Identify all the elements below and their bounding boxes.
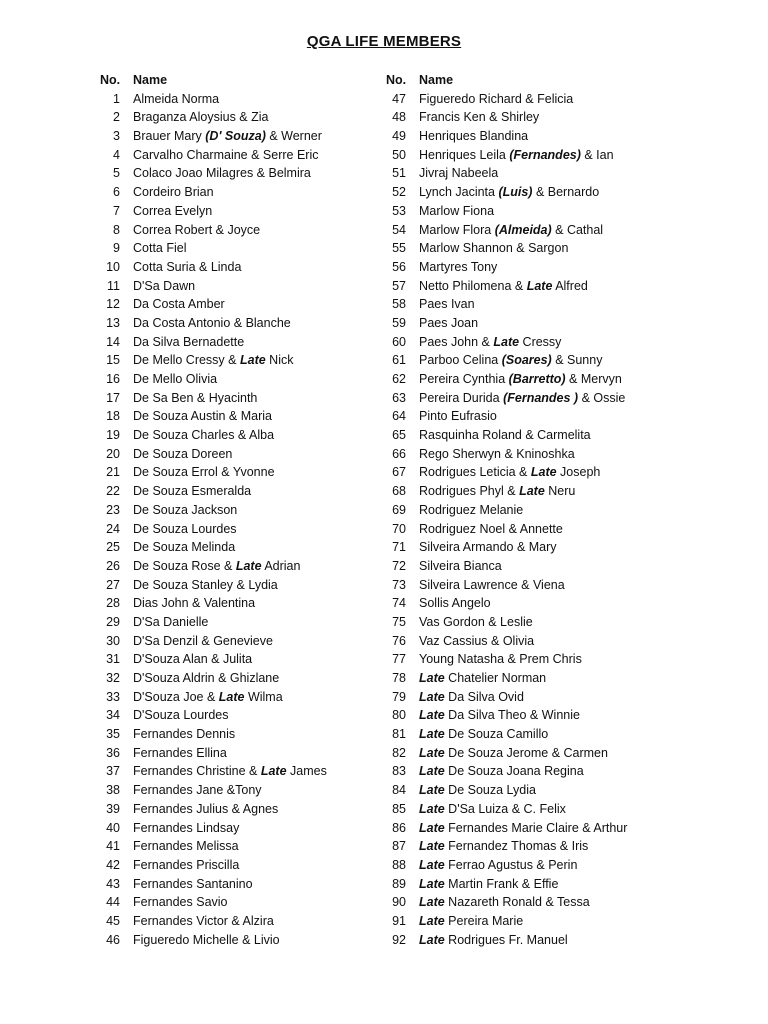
member-name: De Sa Ben & Hyacinth (133, 390, 258, 405)
member-number: 31 (106, 652, 120, 667)
member-row (386, 314, 627, 333)
member-row (100, 426, 327, 445)
member-name: D'Sa Denzil & Genevieve (133, 633, 273, 648)
member-name: Fernandes Jane &Tony (133, 783, 262, 798)
member-row (100, 725, 327, 744)
member-row (386, 202, 627, 221)
member-column-left (100, 71, 327, 949)
member-number: 29 (106, 614, 120, 629)
member-number: 24 (106, 521, 120, 536)
member-number: 21 (106, 465, 120, 480)
member-number: 90 (392, 895, 406, 910)
member-name: Rodrigues Phyl & Late Neru (419, 484, 576, 499)
member-row (386, 856, 627, 875)
member-name: Marlow Flora (Almeida) & Cathal (419, 222, 604, 237)
member-row (100, 576, 327, 595)
member-row (386, 744, 627, 763)
member-name: Late Rodrigues Fr. Manuel (419, 932, 568, 947)
member-name: Rasquinha Roland & Carmelita (419, 428, 591, 443)
member-row (386, 127, 627, 146)
member-number: 77 (392, 652, 406, 667)
member-name: De Souza Rose & Late Adrian (133, 558, 301, 573)
member-number: 86 (392, 820, 406, 835)
member-row (100, 744, 327, 763)
member-row (100, 613, 327, 632)
member-number: 6 (113, 185, 120, 200)
member-row (100, 557, 327, 576)
member-number: 12 (106, 297, 120, 312)
member-name: Cotta Fiel (133, 241, 187, 256)
member-row (100, 108, 327, 127)
member-name: Parboo Celina (Soares) & Sunny (419, 353, 603, 368)
member-row (100, 277, 327, 296)
member-number: 68 (392, 484, 406, 499)
member-row (386, 800, 627, 819)
member-row (100, 650, 327, 669)
member-number: 35 (106, 727, 120, 742)
member-row (100, 632, 327, 651)
member-number: 42 (106, 857, 120, 872)
member-row (386, 407, 627, 426)
member-number: 66 (392, 446, 406, 461)
member-number: 23 (106, 502, 120, 517)
member-row (100, 893, 327, 912)
member-name: Young Natasha & Prem Chris (419, 652, 582, 667)
member-number: 51 (392, 166, 406, 181)
member-row (100, 333, 327, 352)
member-name: Late D'Sa Luiza & C. Felix (419, 801, 566, 816)
member-row (100, 351, 327, 370)
member-row (386, 650, 627, 669)
member-name: Lynch Jacinta (Luis) & Bernardo (419, 185, 600, 200)
member-name: Figueredo Richard & Felicia (419, 91, 574, 106)
member-row (386, 688, 627, 707)
member-number: 30 (106, 633, 120, 648)
member-row (386, 258, 627, 277)
member-name: Martyres Tony (419, 259, 498, 274)
member-row (386, 669, 627, 688)
member-name: Dias John & Valentina (133, 596, 256, 611)
member-row (386, 351, 627, 370)
member-number: 2 (113, 110, 120, 125)
member-row (386, 837, 627, 856)
member-number: 56 (392, 259, 406, 274)
member-name: De Souza Melinda (133, 540, 236, 555)
member-number: 15 (106, 353, 120, 368)
member-row (100, 912, 327, 931)
member-row (386, 463, 627, 482)
member-row (386, 333, 627, 352)
member-number: 52 (392, 185, 406, 200)
member-name: Correa Robert & Joyce (133, 222, 261, 237)
member-name: Fernandes Lindsay (133, 820, 240, 835)
member-number: 18 (106, 409, 120, 424)
member-row (386, 781, 627, 800)
column-header (386, 71, 627, 90)
member-name: Pereira Durida (Fernandes ) & Ossie (419, 390, 626, 405)
member-row (100, 837, 327, 856)
member-number: 61 (392, 353, 406, 368)
member-row (100, 781, 327, 800)
member-number: 1 (113, 91, 120, 106)
member-row (386, 146, 627, 165)
member-number: 55 (392, 241, 406, 256)
member-row (100, 239, 327, 258)
member-number: 48 (392, 110, 406, 125)
member-number: 43 (106, 876, 120, 891)
member-number: 83 (392, 764, 406, 779)
member-name: De Souza Esmeralda (133, 484, 252, 499)
member-row (100, 445, 327, 464)
member-name: Da Silva Bernadette (133, 334, 245, 349)
member-number: 41 (106, 839, 120, 854)
member-name: Silveira Bianca (419, 558, 502, 573)
member-row (100, 127, 327, 146)
member-number: 64 (392, 409, 406, 424)
member-number: 81 (392, 727, 406, 742)
member-name: De Souza Jackson (133, 502, 238, 517)
name-header: Name (419, 73, 454, 87)
member-row (386, 389, 627, 408)
member-name: De Souza Charles & Alba (133, 428, 275, 443)
member-number: 49 (392, 129, 406, 144)
member-row (386, 538, 627, 557)
member-name: De Souza Doreen (133, 446, 233, 461)
member-name: Fernandes Savio (133, 895, 228, 910)
member-number: 20 (106, 446, 120, 461)
member-number: 34 (106, 708, 120, 723)
member-number: 85 (392, 801, 406, 816)
member-name: Figueredo Michelle & Livio (133, 932, 280, 947)
member-row (100, 146, 327, 165)
member-row (386, 576, 627, 595)
member-name: D'Sa Dawn (133, 278, 196, 293)
member-row (100, 931, 327, 950)
member-name: Pinto Eufrasio (419, 409, 497, 424)
member-row (100, 295, 327, 314)
member-row (100, 482, 327, 501)
member-number: 9 (113, 241, 120, 256)
member-number: 58 (392, 297, 406, 312)
member-row (386, 706, 627, 725)
member-number: 65 (392, 428, 406, 443)
member-name: De Mello Cressy & Late Nick (133, 353, 294, 368)
member-number: 16 (106, 372, 120, 386)
member-row (100, 706, 327, 725)
member-row (386, 632, 627, 651)
member-number: 76 (392, 633, 406, 648)
member-name: De Mello Olivia (133, 372, 218, 386)
member-name: D'Sa Danielle (133, 614, 209, 629)
member-row (100, 538, 327, 557)
member-row (100, 314, 327, 333)
member-number: 8 (113, 222, 120, 237)
member-number: 57 (392, 278, 406, 293)
member-number: 59 (392, 315, 406, 330)
member-name: Late De Souza Camillo (419, 727, 549, 742)
member-row (100, 762, 327, 781)
member-row (386, 501, 627, 520)
member-number: 87 (392, 839, 406, 854)
member-number: 70 (392, 521, 406, 536)
member-row (386, 445, 627, 464)
member-name: D'Souza Joe & Late Wilma (133, 689, 283, 704)
member-name: Fernandes Victor & Alzira (133, 913, 274, 928)
member-row (386, 557, 627, 576)
member-name: De Souza Austin & Maria (133, 409, 272, 424)
member-name: D'Souza Aldrin & Ghizlane (133, 671, 280, 685)
member-number: 89 (392, 876, 406, 891)
member-number: 14 (106, 334, 120, 349)
member-number: 3 (113, 129, 120, 144)
member-name: Fernandes Christine & Late James (133, 764, 327, 779)
page-title: QGA LIFE MEMBERS (306, 33, 462, 50)
member-number: 74 (392, 596, 406, 611)
member-row (100, 688, 327, 707)
member-number: 40 (106, 820, 120, 835)
member-row (386, 221, 627, 240)
member-row (386, 613, 627, 632)
member-row (386, 931, 627, 950)
member-number: 28 (106, 596, 120, 611)
name-header: Name (133, 73, 168, 87)
member-number: 47 (392, 91, 406, 106)
member-name: De Souza Stanley & Lydia (133, 577, 278, 592)
member-name: D'Souza Alan & Julita (133, 652, 253, 667)
member-name: Vaz Cassius & Olivia (419, 633, 535, 648)
member-name: Late De Souza Joana Regina (419, 764, 584, 779)
member-number: 46 (106, 932, 120, 947)
member-row (386, 912, 627, 931)
member-number: 36 (106, 745, 120, 760)
member-name: Henriques Leila (Fernandes) & Ian (419, 147, 614, 162)
member-number: 63 (392, 390, 406, 405)
member-row (100, 875, 327, 894)
member-name: Late De Souza Lydia (419, 783, 536, 798)
member-name: Colaco Joao Milagres & Belmira (133, 166, 311, 181)
member-name: Fernandes Santanino (133, 876, 253, 891)
member-number: 80 (392, 708, 406, 723)
member-name: Late De Souza Jerome & Carmen (419, 745, 608, 760)
member-row (100, 856, 327, 875)
member-number: 22 (106, 484, 120, 499)
member-number: 72 (392, 558, 406, 573)
member-number: 91 (392, 913, 406, 928)
member-name: Paes Ivan (419, 297, 475, 312)
member-number: 79 (392, 689, 406, 704)
member-name: Fernandes Julius & Agnes (133, 801, 279, 816)
member-name: Cotta Suria & Linda (133, 259, 242, 274)
member-row (386, 90, 627, 109)
member-name: Francis Ken & Shirley (419, 110, 540, 125)
member-name: De Souza Errol & Yvonne (133, 465, 275, 480)
member-row (100, 183, 327, 202)
member-name: Silveira Lawrence & Viena (419, 577, 565, 592)
member-row (100, 202, 327, 221)
member-number: 82 (392, 745, 406, 760)
member-row (100, 594, 327, 613)
member-name: Rodriguez Melanie (419, 502, 524, 517)
member-column-right (386, 71, 627, 949)
member-name: Sollis Angelo (419, 596, 491, 611)
member-row (100, 501, 327, 520)
member-number: 75 (392, 614, 406, 629)
member-name: Late Fernandes Marie Claire & Arthur (419, 820, 628, 835)
member-name: Late Nazareth Ronald & Tessa (419, 895, 590, 910)
member-number: 60 (392, 334, 406, 349)
member-name: Late Chatelier Norman (419, 671, 547, 685)
member-row (386, 277, 627, 296)
member-number: 62 (392, 372, 406, 386)
member-name: Late Ferrao Agustus & Perin (419, 857, 578, 872)
member-name: Almeida Norma (133, 91, 220, 106)
member-number: 5 (113, 166, 120, 181)
member-number: 27 (106, 577, 120, 592)
member-row (386, 164, 627, 183)
member-name: Correa Evelyn (133, 203, 213, 218)
member-name: Fernandes Melissa (133, 839, 239, 854)
member-number: 45 (106, 913, 120, 928)
member-name: Fernandes Priscilla (133, 857, 240, 872)
member-row (386, 762, 627, 781)
member-row (386, 295, 627, 314)
member-name: Henriques Blandina (419, 129, 529, 144)
member-number: 17 (106, 390, 120, 405)
member-row (386, 875, 627, 894)
member-name: Fernandes Dennis (133, 727, 236, 742)
member-row (386, 370, 627, 389)
member-name: Rodriguez Noel & Annette (419, 521, 563, 536)
member-name: Late Da Silva Ovid (419, 689, 524, 704)
member-number: 53 (392, 203, 406, 218)
member-number: 11 (107, 278, 120, 293)
member-row (100, 800, 327, 819)
member-row (386, 725, 627, 744)
member-row (386, 108, 627, 127)
member-row (386, 426, 627, 445)
member-name: Vas Gordon & Leslie (419, 614, 533, 629)
member-number: 71 (392, 540, 406, 555)
member-number: 67 (392, 465, 406, 480)
member-row (386, 520, 627, 539)
member-name: Late Pereira Marie (419, 913, 524, 928)
member-name: De Souza Lourdes (133, 521, 237, 536)
member-name: Rego Sherwyn & Kninoshka (419, 446, 575, 461)
member-row (100, 221, 327, 240)
member-name: Jivraj Nabeela (419, 166, 499, 181)
member-name: Marlow Fiona (419, 203, 495, 218)
member-row (386, 819, 627, 838)
member-list-right (386, 90, 627, 950)
member-name: Late Da Silva Theo & Winnie (419, 708, 580, 723)
member-name: Silveira Armando & Mary (419, 540, 557, 555)
member-number: 33 (106, 689, 120, 704)
member-number: 38 (106, 783, 120, 798)
member-name: Carvalho Charmaine & Serre Eric (133, 147, 319, 162)
number-header: No. (386, 73, 407, 87)
member-number: 32 (106, 671, 120, 685)
member-name: Paes John & Late Cressy (419, 334, 562, 349)
member-number: 50 (392, 147, 406, 162)
member-name: Da Costa Antonio & Blanche (133, 315, 291, 330)
member-name: Paes Joan (419, 315, 479, 330)
member-name: Marlow Shannon & Sargon (419, 241, 569, 256)
member-number: 4 (113, 147, 120, 162)
member-number: 19 (106, 428, 120, 443)
number-header: No. (100, 73, 121, 87)
member-row (100, 520, 327, 539)
member-number: 78 (392, 671, 406, 685)
member-number: 92 (392, 932, 406, 947)
member-row (100, 819, 327, 838)
member-list-left (100, 90, 327, 950)
member-row (100, 389, 327, 408)
column-header (100, 71, 327, 90)
member-row (386, 893, 627, 912)
member-number: 26 (106, 558, 120, 573)
member-number: 69 (392, 502, 406, 517)
member-number: 54 (392, 222, 406, 237)
member-row (100, 669, 327, 688)
member-name: Fernandes Ellina (133, 745, 227, 760)
member-number: 37 (106, 764, 120, 779)
member-name: Late Fernandez Thomas & Iris (419, 839, 589, 854)
member-number: 84 (392, 783, 406, 798)
member-row (386, 239, 627, 258)
member-name: Late Martin Frank & Effie (419, 876, 559, 891)
member-number: 44 (106, 895, 120, 910)
member-row (100, 463, 327, 482)
member-name: Cordeiro Brian (133, 185, 214, 200)
member-row (386, 594, 627, 613)
member-name: D'Souza Lourdes (133, 708, 229, 723)
member-row (100, 90, 327, 109)
member-name: Brauer Mary (D' Souza) & Werner (133, 129, 322, 144)
member-number: 7 (113, 203, 120, 218)
member-name: Netto Philomena & Late Alfred (419, 278, 588, 293)
member-number: 13 (106, 315, 120, 330)
member-name: Pereira Cynthia (Barretto) & Mervyn (419, 372, 622, 386)
member-name: Da Costa Amber (133, 297, 225, 312)
member-number: 73 (392, 577, 406, 592)
member-number: 10 (106, 259, 120, 274)
member-row (100, 258, 327, 277)
member-row (386, 482, 627, 501)
member-row (100, 370, 327, 389)
member-number: 39 (106, 801, 120, 816)
member-number: 25 (106, 540, 120, 555)
member-name: Rodrigues Leticia & Late Joseph (419, 465, 601, 480)
member-name: Braganza Aloysius & Zia (133, 110, 269, 125)
member-number: 88 (392, 857, 406, 872)
member-row (100, 164, 327, 183)
member-row (100, 407, 327, 426)
member-row (386, 183, 627, 202)
